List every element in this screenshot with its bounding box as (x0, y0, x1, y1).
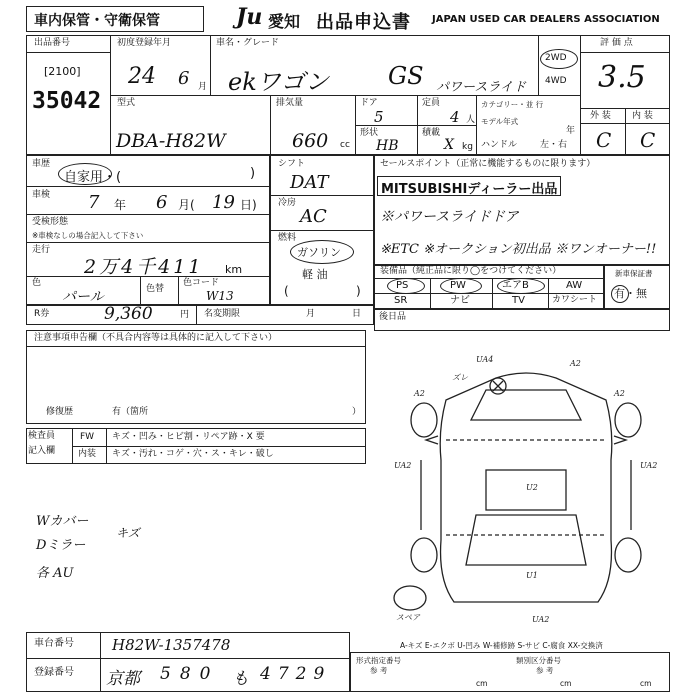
first-reg-month-unit: 月 (198, 82, 208, 92)
equip-leather: カワシート (552, 295, 598, 305)
displacement-unit: cc (340, 140, 350, 150)
cm-1: cm (476, 679, 488, 688)
fw-text: キズ・凹み・ヒビ割・リペア跡・X 要 (112, 432, 265, 442)
ju-logo: Ju (236, 4, 263, 30)
registration-number: 4729 (260, 664, 332, 684)
logo-prefecture: 愛知 (268, 12, 301, 31)
fuel-paren-open: ( (284, 284, 289, 298)
score-value: 3.5 (598, 60, 646, 95)
equip-ps: PS (396, 280, 409, 291)
warranty-label: 新車保証書 (615, 269, 653, 278)
permit-note: ※車検なしの場合記入して下さい (32, 231, 144, 240)
warranty-value: 有・無 (614, 287, 647, 300)
handle-value: 左・右 (540, 140, 568, 150)
storage-label: 車内保管・守衛保管 (34, 13, 160, 29)
mileage-value: 2万4千411 (84, 256, 204, 278)
fw-label: FW (80, 432, 95, 442)
mark-spare: スペア (396, 613, 420, 622)
model-year-unit: 年 (566, 126, 576, 136)
first-reg-month: 6 (178, 68, 190, 89)
usage-value: 自家用・( (64, 170, 122, 185)
recycle-unit: 円 (180, 310, 190, 320)
lot-code: [2100] (44, 65, 81, 78)
shape-value: HB (376, 138, 399, 154)
equip-aw: AW (566, 280, 583, 291)
repair-close: ） (352, 407, 362, 417)
name-change-day: 日 (352, 309, 362, 319)
mileage-label: 走行 (32, 245, 51, 255)
cm-3: cm (640, 679, 652, 688)
registration-region: 京都 (106, 669, 140, 689)
fuel-gasoline: ガソリン (297, 246, 341, 259)
damage-legend: A-キズ E-エクボ U-凹み W-補修跡 S-サビ C-腐食 XX-交換済 (400, 641, 603, 650)
recycle-value: 9,360 (104, 304, 153, 324)
first-reg-year: 24 (128, 64, 156, 89)
ext-label: 外 装 (590, 111, 611, 121)
recycle-frame (26, 305, 374, 325)
mark-u2: U2 (526, 483, 538, 492)
permit-label: 受検形態 (32, 217, 69, 227)
load-value: X (444, 137, 454, 153)
notes-label: 注意事項申告欄（不具合内容等は具体的に記入して下さい） (34, 333, 278, 343)
mileage-unit: km (225, 263, 243, 276)
four-wd: 4WD (545, 76, 567, 86)
equip-pw: PW (450, 280, 466, 291)
fuel-diesel: 軽 油 (302, 268, 328, 281)
mark-ua2-bottom: UA2 (532, 615, 550, 624)
car-damage-diagram (376, 340, 676, 640)
handnote-2: Dミラー (36, 538, 86, 553)
first-reg-label: 初度登録年月 (117, 38, 172, 48)
handnote-1b: キズ (116, 526, 140, 540)
fuel-paren-close: ) (356, 284, 361, 298)
chassis-label: 車台番号 (34, 638, 74, 649)
int-inspect-label: 内装 (78, 449, 97, 459)
color-value: パール (62, 289, 104, 305)
capacity-value: 4 (450, 108, 460, 126)
shape-label: 形状 (360, 128, 379, 138)
repair-value: 有（箇所 (112, 407, 149, 417)
registration-label: 登録番号 (34, 667, 74, 678)
form-number-label: 形式指定番号 (356, 656, 401, 665)
dealer-text: MITSUBISHIディーラー出品 (381, 182, 558, 197)
mark-a2-left: A2 (414, 389, 425, 398)
equip-navi: ナビ (450, 295, 470, 306)
sanko-right: 参 考 (536, 666, 554, 675)
car-model: ekワゴン (228, 68, 329, 96)
color-change-label: 色替 (146, 284, 165, 294)
inspection-year: 7 (88, 192, 100, 213)
cm-2: cm (560, 679, 572, 688)
selling-line1: ※パワースライドドア (380, 209, 519, 225)
mark-ua4: UA4 (476, 355, 494, 364)
later-label: 後日品 (379, 312, 407, 322)
doors-value: 5 (374, 108, 384, 126)
two-wd: 2WD (545, 53, 567, 63)
equip-airbag: エアB (502, 280, 529, 291)
sanko-left: 参 考 (370, 666, 388, 675)
inspection-label: 車検 (32, 190, 51, 200)
mark-zure: ズレ (452, 373, 468, 382)
inspector-label-2: 記入欄 (28, 446, 56, 456)
capacity-label: 定員 (422, 98, 441, 108)
displacement-label: 排気量 (276, 98, 304, 108)
handnote-1: Wカバー (36, 514, 89, 529)
capacity-unit: 人 (466, 115, 476, 125)
registration-class: 580 (160, 664, 220, 684)
later-frame (374, 309, 670, 331)
load-unit: kg (462, 142, 473, 152)
displacement-value: 660 (292, 130, 329, 152)
equip-sr: SR (394, 295, 408, 306)
type-label: 型式 (117, 98, 136, 108)
repair-label: 修復歴 (46, 407, 74, 417)
inspection-day: 19 (212, 192, 235, 213)
name-change-label: 名変期限 (204, 309, 241, 319)
equipment-label: 装備品（純正品に限り◯をつけてください） (380, 266, 562, 276)
inspector-label-1: 検査員 (28, 431, 56, 441)
color-code-label: 色コード (183, 278, 220, 288)
shift-value: DAT (290, 172, 329, 193)
shift-label: シフト (278, 159, 306, 169)
car-name-label: 車名・グレード (216, 38, 280, 48)
handle-label: ハンドル (481, 140, 518, 150)
ext-score: C (596, 128, 612, 152)
lot-number: 35042 (32, 88, 102, 114)
name-change-month: 月 (306, 309, 316, 319)
selling-line2: ※ETC ※オークション初出品 ※ワンオーナー!! (380, 242, 657, 257)
ac-value: AC (300, 206, 327, 227)
class-number-label: 類別区分番号 (516, 656, 561, 665)
mark-ua2-right: UA2 (640, 461, 658, 470)
handnote-3: 各 AU (36, 566, 74, 581)
usage-close: ) (250, 166, 256, 181)
ac-label: 冷房 (278, 198, 297, 208)
inspection-month-unit: 月( (178, 198, 195, 212)
color-code-value: W13 (206, 289, 234, 303)
lot-label: 出品番号 (34, 38, 71, 48)
selling-label: セールスポイント（正常に機能するものに限ります） (380, 159, 596, 169)
registration-kana: も (232, 669, 249, 689)
mark-a2-right: A2 (614, 389, 625, 398)
recycle-label: R券 (34, 309, 50, 319)
score-label: 評 価 点 (600, 38, 633, 48)
mark-a2-top: A2 (570, 359, 581, 368)
model-year-label: モデル年式 (481, 117, 519, 126)
fuel-label: 燃料 (278, 233, 297, 243)
usage-label: 車歴 (32, 159, 51, 169)
int-score: C (640, 128, 656, 152)
association-name: JAPAN USED CAR DEALERS ASSOCIATION (432, 14, 660, 25)
equip-tv: TV (512, 295, 525, 306)
int-label: 内 装 (632, 111, 653, 121)
inspection-year-unit: 年 (114, 198, 127, 212)
chassis-value: H82W-1357478 (112, 636, 231, 654)
int-inspect-text: キズ・汚れ・コゲ・穴・ス・キレ・破し (112, 449, 274, 459)
mark-u1: U1 (526, 571, 538, 580)
category-label: カテゴリー・並 行 (481, 100, 544, 109)
notes-frame (26, 330, 366, 424)
load-label: 積載 (422, 128, 441, 138)
car-grade: GS (388, 62, 424, 90)
form-title: 出品申込書 (316, 12, 411, 33)
inspection-month: 6 (156, 192, 168, 213)
color-label: 色 (32, 278, 42, 288)
inspection-day-unit: 日) (240, 198, 257, 212)
mark-ua2-left: UA2 (394, 461, 412, 470)
car-grade-note: パワースライド (436, 80, 526, 95)
doors-label: ドア (360, 98, 378, 108)
type-value: DBA-H82W (116, 130, 226, 152)
